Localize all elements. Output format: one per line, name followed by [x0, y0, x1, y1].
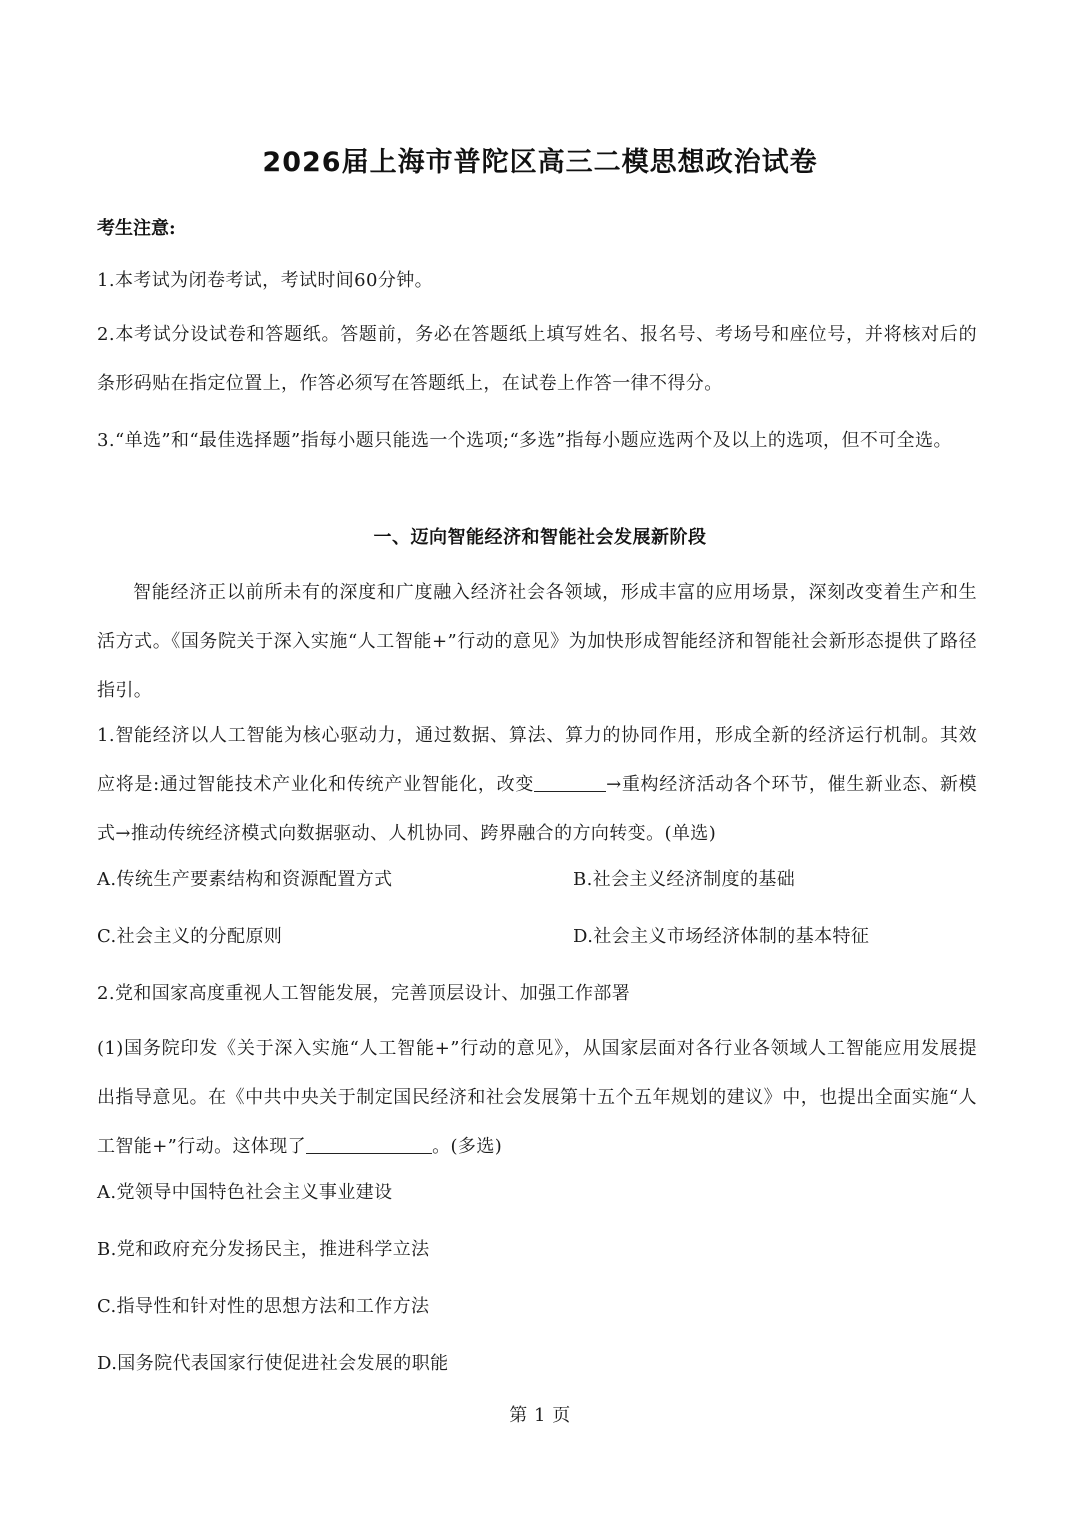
exam-title: 2026届上海市普陀区高三二模思想政治试卷 — [262, 147, 818, 178]
section-intro: 智能经济正以前所未有的深度和广度融入经济社会各领域，形成丰富的应用场景，深刻改变着生产和生活方式。《国务院关于深入实施“人工智能+”行动的意见》为加快形成智能经济和智能社会新形态提供了路径指引。 — [97, 582, 977, 701]
question-1-option-b: B.社会主义经济制度的基础 — [573, 869, 796, 890]
section-title: 一、迈向智能经济和智能社会发展新阶段 — [373, 527, 707, 548]
answer-blank — [306, 1135, 432, 1154]
question-1-option-a: A.传统生产要素结构和资源配置方式 — [97, 869, 393, 890]
question-1-option-d: D.社会主义市场经济体制的基本特征 — [573, 926, 870, 947]
question-2-option-a: A.党领导中国特色社会主义事业建设 — [97, 1182, 393, 1203]
question-2-option-b: B.党和政府充分发扬民主，推进科学立法 — [97, 1239, 430, 1260]
question-2-stem: 2.党和国家高度重视人工智能发展，完善顶层设计、加强工作部署 — [97, 983, 631, 1004]
question-2-sub-1-part1: (1)国务院印发《关于深入实施“人工智能+”行动的意见》，从国家层面对各行业各领域人工智能应用发展提出指导意见。在《中共中央关于制定国民经济和社会发展第十五个五年规划的建议》中，也提出全面实施“人工智能+”行动。这体现了 — [97, 1038, 977, 1157]
answer-blank — [534, 773, 606, 792]
question-2-option-d: D.国务院代表国家行使促进社会发展的职能 — [97, 1353, 449, 1374]
question-1-stem — [97, 711, 977, 858]
notice-heading: 考生注意: — [97, 218, 176, 239]
question-2-sub-1-part2: 。(多选) — [432, 1136, 503, 1157]
notice-item-1: 1.本考试为闭卷考试，考试时间60分钟。 — [97, 270, 434, 291]
notice-item-2: 2.本考试分设试卷和答题纸。答题前，务必在答题纸上填写姓名、报名号、考场号和座位号，并将核对后的条形码贴在指定位置上，作答必须写在答题纸上，在试卷上作答一律不得分。 — [97, 324, 977, 394]
question-1-stem-part1: 1.智能经济以人工智能为核心驱动力，通过数据、算法、算力的协同作用，形成全新的经济运行机制。其效应将是:通过智能技术产业化和传统产业智能化，改变 — [97, 725, 977, 795]
question-2-sub-1 — [97, 1024, 977, 1171]
question-1-stem-part2: →重构经济活动各个环节，催生新业态、新模式→推动传统经济模式向数据驱动、人机协同、跨界融合的方向转变。(单选) — [97, 774, 977, 844]
question-1-option-c: C.社会主义的分配原则 — [97, 926, 283, 947]
question-2-option-c: C.指导性和针对性的思想方法和工作方法 — [97, 1296, 430, 1317]
page-number: 第 1 页 — [509, 1405, 571, 1426]
notice-item-3: 3.“单选”和“最佳选择题”指每小题只能选一个选项;“多选”指每小题应选两个及以上的选项，但不可全选。 — [97, 430, 952, 451]
